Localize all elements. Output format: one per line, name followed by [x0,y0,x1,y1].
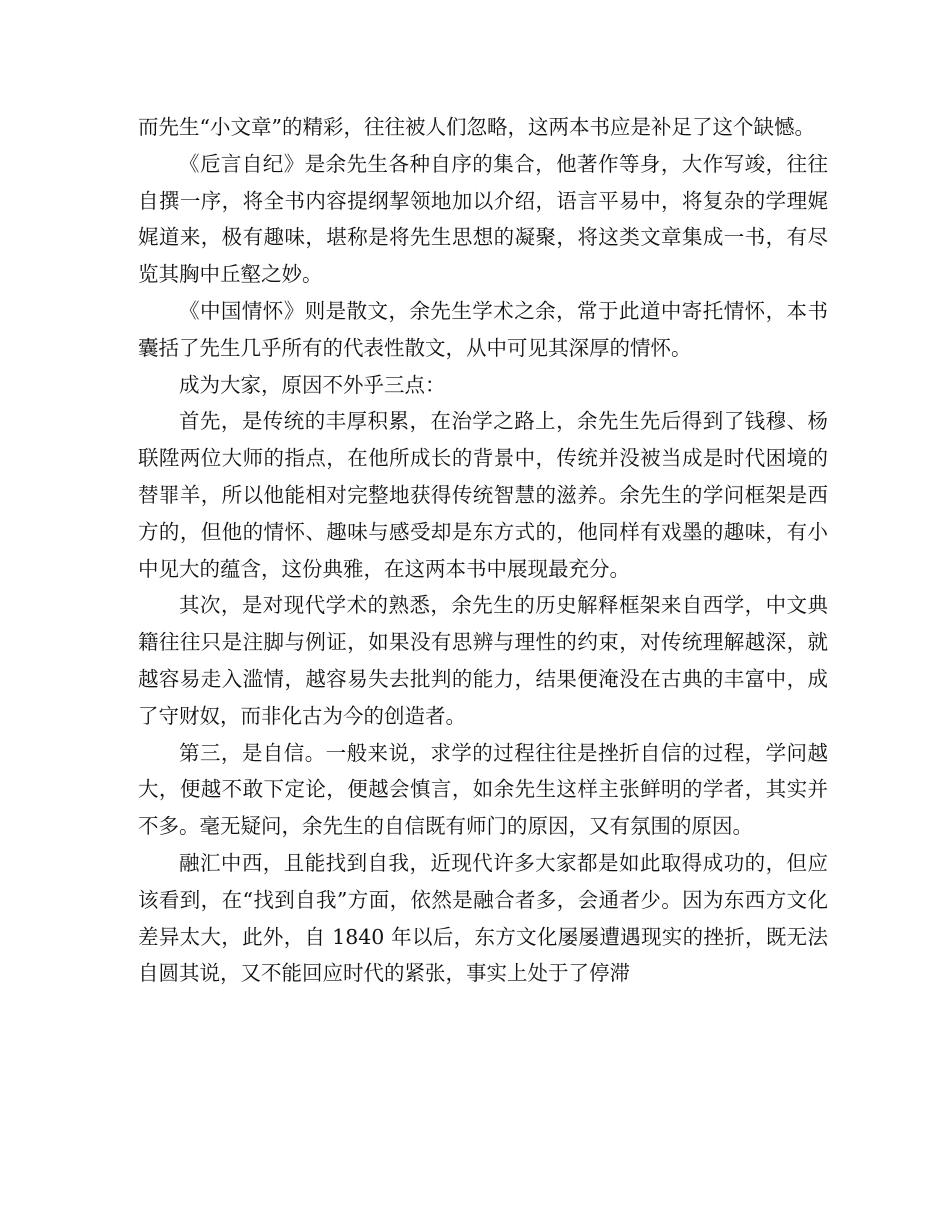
paragraph-4: 成为大家，原因不外乎三点： [179,372,446,397]
paragraph-2: 《卮言自纪》是余先生各种自序的集合，他著作等身，大作写竣，往往自撰一序，将全书内容提纲挈领地加以介绍，语言平易中，将复杂的学理娓娓道来，极有趣味，堪称是将先生思想的凝聚，将这类文章集成一书，有尽览其胸中丘壑之妙。 [138,151,828,287]
document-page [138,109,828,992]
paragraph-6: 其次，是对现代学术的熟悉，余先生的历史解释框架来自西学，中文典籍往往只是注脚与例证，如果没有思辨与理性的约束，对传统理解越深，就越容易走入滥情，越容易失去批判的能力，结果便淹没在古典的丰富中，成了守财奴，而非化古为今的创造者。 [138,593,828,728]
paragraph-7: 第三，是自信。一般来说，求学的过程往往是挫折自信的过程，学问越大，便越不敢下定论，便越会慎言，如余先生这样主张鲜明的学者，其实并不多。毫无疑问，余先生的自信既有师门的原因，又有氛围的原因。 [138,740,828,839]
paragraph-3: 《中国情怀》则是散文，余先生学术之余，常于此道中寄托情怀，本书囊括了先生几乎所有的代表性散文，从中可见其深厚的情怀。 [138,298,828,360]
paragraph-1: 而先生“小文章”的精彩，往往被人们忽略，这两本书应是补足了这个缺憾。 [138,115,815,139]
paragraph-8: 融汇中西，且能找到自我，近现代许多大家都是如此取得成功的，但应该看到，在“找到自我”方面，依然是融合者多，会通者少。因为东西方文化差异太大，此外，自 1840 年以后，东方文化屡屡遭遇现实的挫折，既无法自圆其说，又不能回应时代的紧张，事实上处于了停滞 [138,850,828,986]
paragraph-5: 首先，是传统的丰厚积累，在治学之路上，余先生先后得到了钱穆、杨联陞两位大师的指点，在他所成长的背景中，传统并没被当成是时代困境的替罪羊，所以他能相对完整地获得传统智慧的滋养。余先生的学问框架是西方的，但他的情怀、趣味与感受却是东方式的，他同样有戏墨的趣味，有小中见大的蕴含，这份典雅，在这两本书中展现最充分。 [138,409,828,581]
